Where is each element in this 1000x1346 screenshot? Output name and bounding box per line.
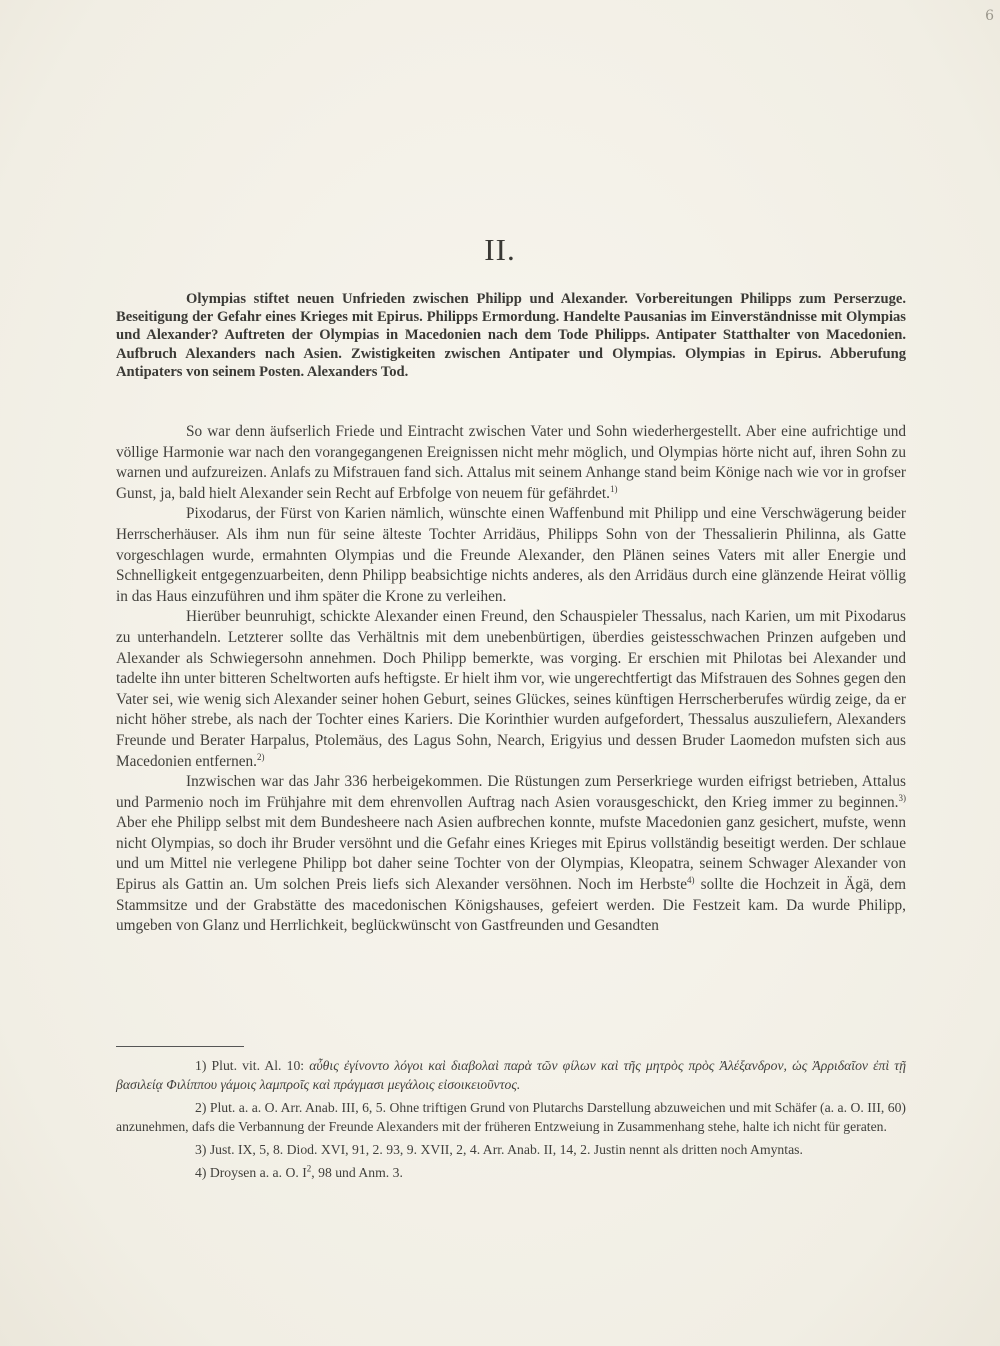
footnote-1 xyxy=(116,1056,906,1094)
paragraph xyxy=(116,772,906,937)
footnote-3: 3) Just. IX, 5, 8. Diod. XVI, 91, 2. 93, 9. XVII, 2, 4. Arr. Anab. II, 14, 2. Justin nennt als dritten noch Amyntas. xyxy=(195,1142,803,1157)
footnote-divider xyxy=(116,1046,244,1047)
footnote-ref: 4) xyxy=(687,874,695,885)
footnote-label: 1) Plut. vit. Al. 10: xyxy=(195,1058,305,1073)
chapter-summary: Olympias stiftet neuen Unfrieden zwischen Philipp und Alexander. Vorbereitungen Philipps zum Perserzuge. Beseitigung der Gefahr eines Krieges mit Epirus. Philipps Ermordung. Handelte Pausanias im Einverständnisse mit Olympias und Alexander? Auftreten der Olympias in Macedonien nach dem Tode Philipps. Antipater Statthalter von Macedonien. Aufbruch Alexanders nach Asien. Zwistigkeiten zwischen Antipater und Olympias. Olympias in Epirus. Abberufung Antipaters von seinem Posten. Alexanders Tod. xyxy=(116,291,906,380)
footnote-text: , 98 und Anm. 3. xyxy=(311,1165,403,1180)
paragraph xyxy=(116,422,906,504)
paragraph-text: So war denn äufserlich Friede und Eintracht zwischen Vater und Sohn wiederhergestellt. Aber eine aufrichtige und völlige Harmonie war nach den vorangegangenen Ereignissen nicht mehr möglich, und Olympias hörte nicht auf, ihren Sohn zu warnen und aufzureizen. Anlafs zu Mifstrauen fand sich. Attalus mit seinem Anhange stand beim Könige nach wie vor in grofser Gunst, ja, bald hielt Alexander sein Recht auf Erbfolge von neuem für gefährdet. xyxy=(116,423,906,502)
footnote-ref: 2) xyxy=(257,751,265,762)
edition-superscript: 2 xyxy=(306,1163,312,1174)
main-text xyxy=(116,422,906,937)
paragraph-text: sollte die Hochzeit in Ägä, dem Stammsitze und der Grabstätte des macedonischen Königshauses, gefeiert werden. Die Festzeit kam. Da wurde Philipp, umgeben von Glanz und Herrlichkeit, beglückwünscht von Gastfreunden und Gesandten xyxy=(116,876,906,935)
footnote-ref: 3) xyxy=(898,792,906,803)
paragraph xyxy=(116,607,906,772)
paragraph: Pixodarus, der Fürst von Karien nämlich, wünschte einen Waffenbund mit Philipp und eine Verschwägerung beider Herrscherhäuser. Als ihm nun für seine älteste Tochter Arridäus, Philipps Sohn von der Thessalierin Philinna, als Gatte vorgeschlagen wurde, ermahnten Olympias und die Freunde Alexander, den Plänen seines Vaters mit aller Energie und Schnelligkeit entgegenzuarbeiten, denn Philipp beabsichtige nichts anderes, als den Arridäus durch eine glänzende Heirat völlig in das Haus einzuführen und ihm später die Krone zu verleihen. xyxy=(116,505,906,605)
chapter-number: II. xyxy=(484,232,516,267)
footnote-text: 4) Droysen a. a. O. I xyxy=(195,1165,307,1180)
footnote-ref: 1) xyxy=(610,483,618,494)
paragraph-text: Inzwischen war das Jahr 336 herbeigekommen. Die Rüstungen zum Perserkriege wurden eifrigst betrieben, Attalus und Parmenio noch im Frühjahre mit dem ehrenvollen Auftrag nach Asien vorausgeschickt, den Krieg immer zu beginnen. xyxy=(116,773,906,811)
paragraph-text: Aber ehe Philipp selbst mit dem Bundesheere nach Asien aufbrechen konnte, mufste Macedonien ganz gesichert, mufste, wenn nicht Olympias, so doch ihr Bruder versöhnt und die Gefahr eines Krieges mit Epirus vollständig beseitigt werden. Der schlaue und um Mittel nie verlegene Philipp bot daher seine Tochter von der Olympias, Kleopatra, seinem Schwager Alexander von Epirus als Gattin an. Um solchen Preis liefs sich Alexander versöhnen. Noch im Herbste xyxy=(116,814,906,894)
footnote-2: 2) Plut. a. a. O. Arr. Anab. III, 6, 5. Ohne triftigen Grund von Plutarchs Darstellung abzuweichen und mit Schäfer (a. a. O. III, 60) anzunehmen, dafs die Verbannung der Freunde Alexanders mit der früheren Entzweiung in Zusammenhang stehe, halte ich nicht für geraten. xyxy=(116,1100,906,1134)
footnote-4 xyxy=(116,1163,906,1182)
footnotes xyxy=(116,1056,906,1186)
footnote-greek-quote: αὖθις ἐγίνοντο λόγοι καὶ διαβολαὶ παρὰ τῶν φίλων καὶ τῆς μητρὸς πρὸς Ἀλέξανδρον, ὡς Ἀρριδαῖον ἐπὶ τῇ βασιλείᾳ Φιλίππου γάμοις λαμπροῖς καὶ πράγμασι μεγάλοις εἰσοικειοῦντος. xyxy=(116,1058,906,1092)
paragraph-text: Hierüber beunruhigt, schickte Alexander einen Freund, den Schauspieler Thessalus, nach Karien, um mit Pixodarus zu unterhandeln. Letzterer sollte das Verhältnis mit dem unebenbürtigen, überdies geistesschwachen Prinzen aufgeben und Alexander als Schwiegersohn annehmen. Doch Philipp bemerkte, was vorging. Er erschien mit Philotas bei Alexander und tadelte ihn unter bitteren Scheltworten aufs heftigste. Er hielt ihm vor, wie ungerechtfertigt das Mifstrauen des Sohnes gegen den Vater sei, wie wenig sich Alexander seiner hohen Geburt, seines Glückes, seines künftigen Herrscherberufes würdig zeige, da er nicht höher strebe, als nach der Tochter eines Kariers. Die Korinthier wurden aufgefordert, Thessalus auszuliefern, Alexanders Freunde und Berater Harpalus, Ptolemäus, des Lagus Sohn, Nearch, Erigyius und dessen Bruder Laomedon mufsten sich aus Macedonien entfernen. xyxy=(116,608,906,770)
corner-mark: 6 xyxy=(985,8,994,24)
